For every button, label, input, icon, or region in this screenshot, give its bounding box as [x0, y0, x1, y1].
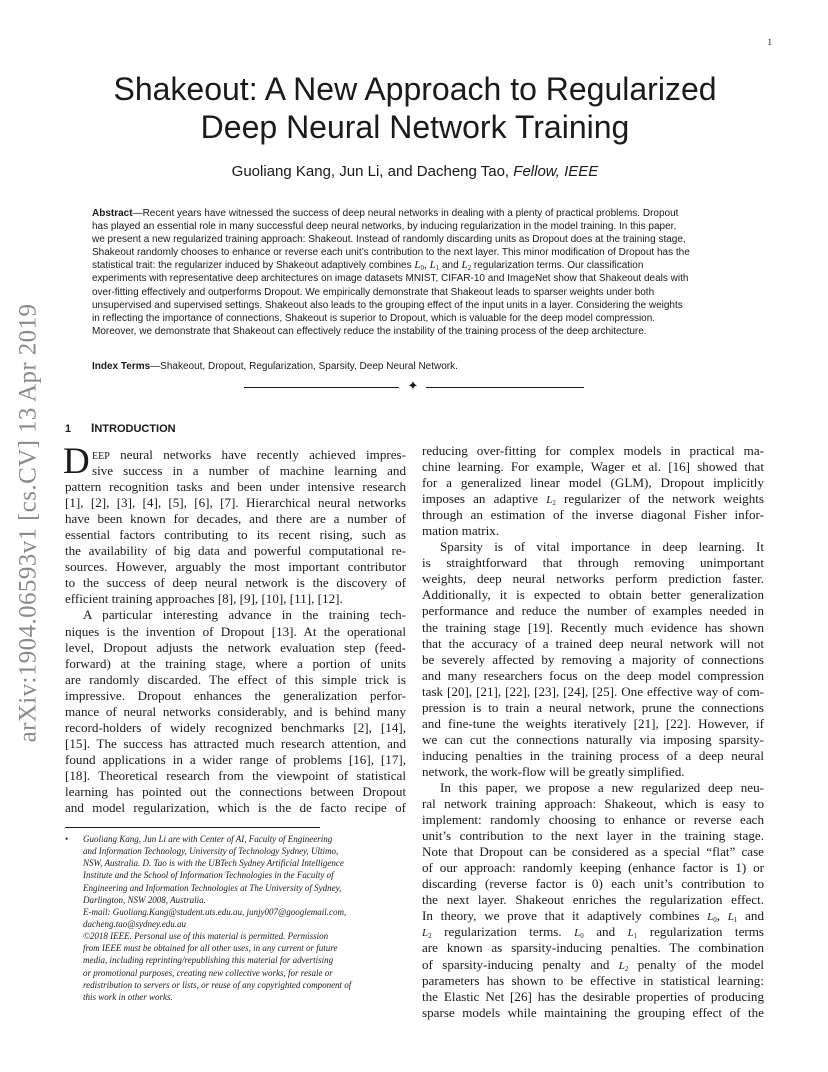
author-fellow: Fellow, IEEE: [513, 163, 599, 180]
section-heading: [65, 421, 176, 435]
math-l0: $L_0$: [414, 259, 425, 273]
body-line: sparse models while maintaining the grouping effect of the: [422, 1004, 764, 1020]
footnote-line: or promotional purposes, creating new collective works, for resale or: [83, 967, 333, 978]
body-line: efficient training approaches [8], [9], [10], [11], [12].: [65, 591, 343, 607]
abstract-line: Abstract—Recent years have witnessed the success of deep neural networks in dealing with a plenty of practical problems. Dropout: [92, 208, 679, 219]
footnote-line: • Guoliang Kang, Jun Li are with Center of AI, Faculty of Engineering: [65, 834, 333, 844]
body-line: have been known for decades, and there are a number of: [65, 511, 406, 527]
body-line: A particular interesting advance in the training tech-: [83, 607, 406, 623]
body-line: and many researchers focus on the deep model compression: [422, 667, 764, 683]
body-line: to the success of deep neural network is the discovery of: [65, 575, 406, 591]
divider-ornament-icon: ✦: [407, 378, 419, 393]
body-line: the training stage [19]. Recently much evidence has shown: [422, 619, 764, 635]
body-line: and fine-tune the weights iteratively [21], [22]. However, if: [422, 715, 764, 731]
body-line: [18]. Theoretical research from the viewpoint of statistical: [65, 767, 406, 783]
body-line: the Elastic Net [26] has the desirable properties of producing: [422, 988, 764, 1004]
page-number: 1: [767, 37, 772, 47]
body-line: network, the work-flow will be greatly simplified.: [422, 763, 685, 779]
body-line: for a generalized linear model (GLM), Dropout implicitly: [422, 475, 764, 491]
footnote-line: from IEEE must be obtained for all other uses, in any current or future: [83, 943, 338, 954]
paper-title: [60, 70, 770, 146]
body-line: record-holders of widely recognized benchmarks [2], [14],: [65, 719, 406, 735]
footnote-line: redistribution to servers or lists, or reuse of any copyrighted component of: [83, 979, 352, 990]
index-terms: [92, 361, 744, 372]
section-divider: [244, 378, 584, 393]
body-line: through an estimation of the inverse diagonal Fisher infor-: [422, 507, 764, 523]
body-line: pattern recognition tasks and been under intensive research: [65, 479, 406, 495]
footnote-line: Institute and the School of Information Technologies in the Faculty of: [83, 870, 334, 881]
divider-rule-right: [426, 387, 584, 388]
body-line: D EEP neural networks have recently achieved impres-: [63, 441, 406, 482]
footnote-bullet: •: [65, 834, 69, 844]
math-l1: $L_1$: [727, 911, 738, 925]
body-line: unit’s contribution to the next layer in the training stage.: [422, 828, 764, 844]
footnote-line: Darlington, NSW 2008, Australia.: [83, 894, 206, 905]
right-column: [422, 443, 764, 1021]
body-line: niques is the invention of Dropout [13]. At the operational: [65, 623, 406, 639]
math-l1: $L_1$: [627, 927, 638, 941]
footnote-line: ©2018 IEEE. Personal use of this material is permitted. Permission: [83, 931, 329, 942]
body-line: Note that Dropout can be considered as a special “flat” case: [422, 844, 764, 860]
section-title-initial: I: [91, 421, 95, 435]
body-line: weights, deep neural networks perform prediction faster.: [422, 571, 764, 587]
footnote-line: media, including reprinting/republishing this material for advertising: [83, 955, 334, 966]
body-line: Additionally, it is expected to obtain better generalization: [422, 587, 764, 603]
body-line: imposes an adaptive $L_2$ regularizer of the network weights: [422, 491, 765, 508]
body-line: ral network training approach: Shakeout, which is easy to: [422, 796, 764, 812]
body-line: we can cut the connections naturally via imposing sparsity-: [422, 731, 764, 747]
body-line: mation matrix.: [422, 523, 500, 539]
body-line: the availability of big data and powerful computational re-: [65, 543, 406, 559]
body-line: inducing penalties in the training process of a deep neural: [422, 747, 764, 763]
body-line: and model regularization, which is the de facto recipe of: [65, 800, 406, 816]
body-line: learning has pointed out the connections between Dropout: [65, 783, 406, 799]
author-names: Guoliang Kang, Jun Li, and Dacheng Tao,: [231, 163, 514, 180]
footnote-rule: [65, 827, 320, 828]
abstract: [92, 207, 744, 338]
body-line: [1], [2], [3], [4], [5], [6], [7]. Hierarchical neural networks: [65, 495, 406, 511]
section-title-rest: NTRODUCTION: [94, 423, 176, 435]
body-line: level, Dropout adjusts the network evaluation step (feed-: [65, 639, 406, 655]
arxiv-stamp: [3, 285, 53, 760]
math-l2: $L_2$: [422, 927, 432, 941]
body-line: parameters has shown to be effective in statistical learning:: [422, 972, 764, 988]
body-line: In theory, we prove that it adaptively combines $L_0$, $L_1$ and: [422, 908, 764, 925]
footnote-line: Engineering and Information Technologies at The University of Sydney,: [83, 882, 342, 893]
abstract-line: experiments with representative deep architectures on image datasets MNIST, CIFAR-10 and ImageNet show that Shakeout deals with: [92, 273, 689, 285]
body-line: of sparsity-inducing penalty and $L_2$ penalty of the model: [422, 956, 764, 973]
abstract-line: over-fitting effectively and outperforms Dropout. We empirically demonstrate that Shakeout leads to sparser weights under both: [92, 286, 655, 298]
footnote: [65, 833, 408, 1003]
body-line: forward) at the training stage, where a portion of units: [65, 655, 406, 671]
body-line: are known as sparsity-inducing penalties. The combination: [422, 940, 764, 956]
body-line: Sparsity is of vital importance in deep learning. It: [440, 539, 764, 555]
body-line: sive success in a number of machine learning and: [92, 463, 406, 479]
abstract-line: in reflecting the importance of connections, Shakeout is superior to Dropout, which is valuable for the deep model compression.: [92, 312, 656, 324]
math-l0: $L_0$: [707, 911, 717, 925]
footnote-line: dacheng.tao@sydney.edu.au: [83, 918, 187, 929]
body-line: reducing over-fitting for complex models in practical ma-: [422, 443, 764, 458]
body-line: impressive. Dropout enhances the generalization perfor-: [65, 687, 406, 703]
footnote-line: E-mail: Guoliang.Kang@student.uts.edu.au, junjy007@googlemail.com,: [83, 906, 347, 917]
body-line: found applications in a wider range of problems [16], [17],: [65, 751, 406, 767]
abstract-line: has played an essential role in many successful deep neural networks, by inducing regularization in the model training. In this paper,: [92, 221, 677, 233]
math-l2: $L_2$: [461, 259, 472, 273]
math-l2: $L_2$: [618, 959, 629, 973]
index-terms-label: Index Terms: [92, 361, 151, 372]
body-line: task [20], [21], [22], [23], [24], [25]. One effective way of com-: [422, 683, 764, 699]
abstract-line: Shakeout randomly chooses to enhance or reverse each unit’s contribution to the next layer. This minor modification of Dropout has the: [92, 247, 690, 259]
author-list: [60, 163, 770, 180]
body-line: performance and reduce the number of examples needed in: [422, 603, 764, 619]
left-column: [63, 441, 406, 816]
abstract-line: unsupervised and supervised settings. Shakeout also leads to the grouping effect of the input units in a layer. Considering the weights: [92, 299, 683, 311]
math-l0: $L_0$: [574, 927, 584, 941]
body-line: mance of neural networks considerably, and is behind many: [65, 703, 406, 719]
body-line: the next layer. Shakeout enriches the regularization effect.: [422, 892, 764, 908]
math-l1: $L_1$: [429, 259, 440, 273]
body-line: chine learning. For example, Wager et al. [16] showed that: [422, 459, 764, 475]
drop-cap: D: [63, 441, 90, 482]
abstract-line: statistical trait: the regularizer induced by Shakeout adaptively combines $L_0$, $L_1$ and $L_2$ regularization terms. Our classification: [92, 259, 644, 273]
body-line: of our approach: randomly keeping (enhance factor is 1) or: [422, 860, 765, 876]
footnote-line: this work in other works.: [83, 991, 173, 1002]
index-terms-text: —Shakeout, Dropout, Regularization, Sparsity, Deep Neural Network.: [150, 361, 458, 372]
body-line: implement: randomly choosing to enhance or reverse each: [422, 812, 764, 828]
section-number: 1: [65, 423, 72, 435]
title-line-1: Shakeout: A New Approach to Regularized: [113, 71, 717, 107]
body-line: [15]. The success has attracted much research attention, and: [65, 735, 406, 751]
arxiv-identifier: arXiv:1904.06593v1 [cs.CV] 13 Apr 2019: [14, 303, 41, 742]
body-line: sources. However, arguably the most important contributor: [65, 559, 406, 575]
abstract-label: Abstract: [92, 208, 133, 219]
body-line: is straightforward that through removing unimportant: [422, 555, 764, 571]
footnote-line: NSW, Australia. D. Tao is with the UBTech Sydney Artificial Intelligence: [83, 858, 344, 869]
divider-rule-left: [244, 387, 399, 388]
body-line: that the accuracy of a trained deep neural network will not: [422, 635, 764, 651]
body-line: $L_2$ regularization terms. $L_0$ and $L_1$ regularization terms: [422, 924, 765, 941]
footnote-line: and Information Technology, University of Technology Sydney, Ultimo,: [83, 846, 339, 857]
abstract-line: we present a new regularized training approach: Shakeout. Instead of randomly discarding units as Dropout does at the training stage,: [92, 234, 686, 246]
body-line: discarding (reverse factor is 0) each unit’s contribution to: [422, 876, 764, 892]
abstract-line: Moreover, we demonstrate that Shakeout can effectively reduce the instability of the training process of the deep architecture.: [92, 325, 647, 337]
title-line-2: Deep Neural Network Training: [200, 109, 630, 145]
body-line: are randomly discarded. The effect of this simple trick is: [65, 671, 406, 687]
body-line: be severely affected by removing a majority of connections: [422, 651, 764, 667]
body-line: essential factors contributing to its recent rising, such as: [65, 527, 406, 543]
body-line: In this paper, we propose a new regularized deep neu-: [440, 779, 764, 795]
math-l2: $L_2$: [546, 494, 556, 508]
body-line: pression is to train a neural network, prune the connections: [422, 699, 764, 715]
